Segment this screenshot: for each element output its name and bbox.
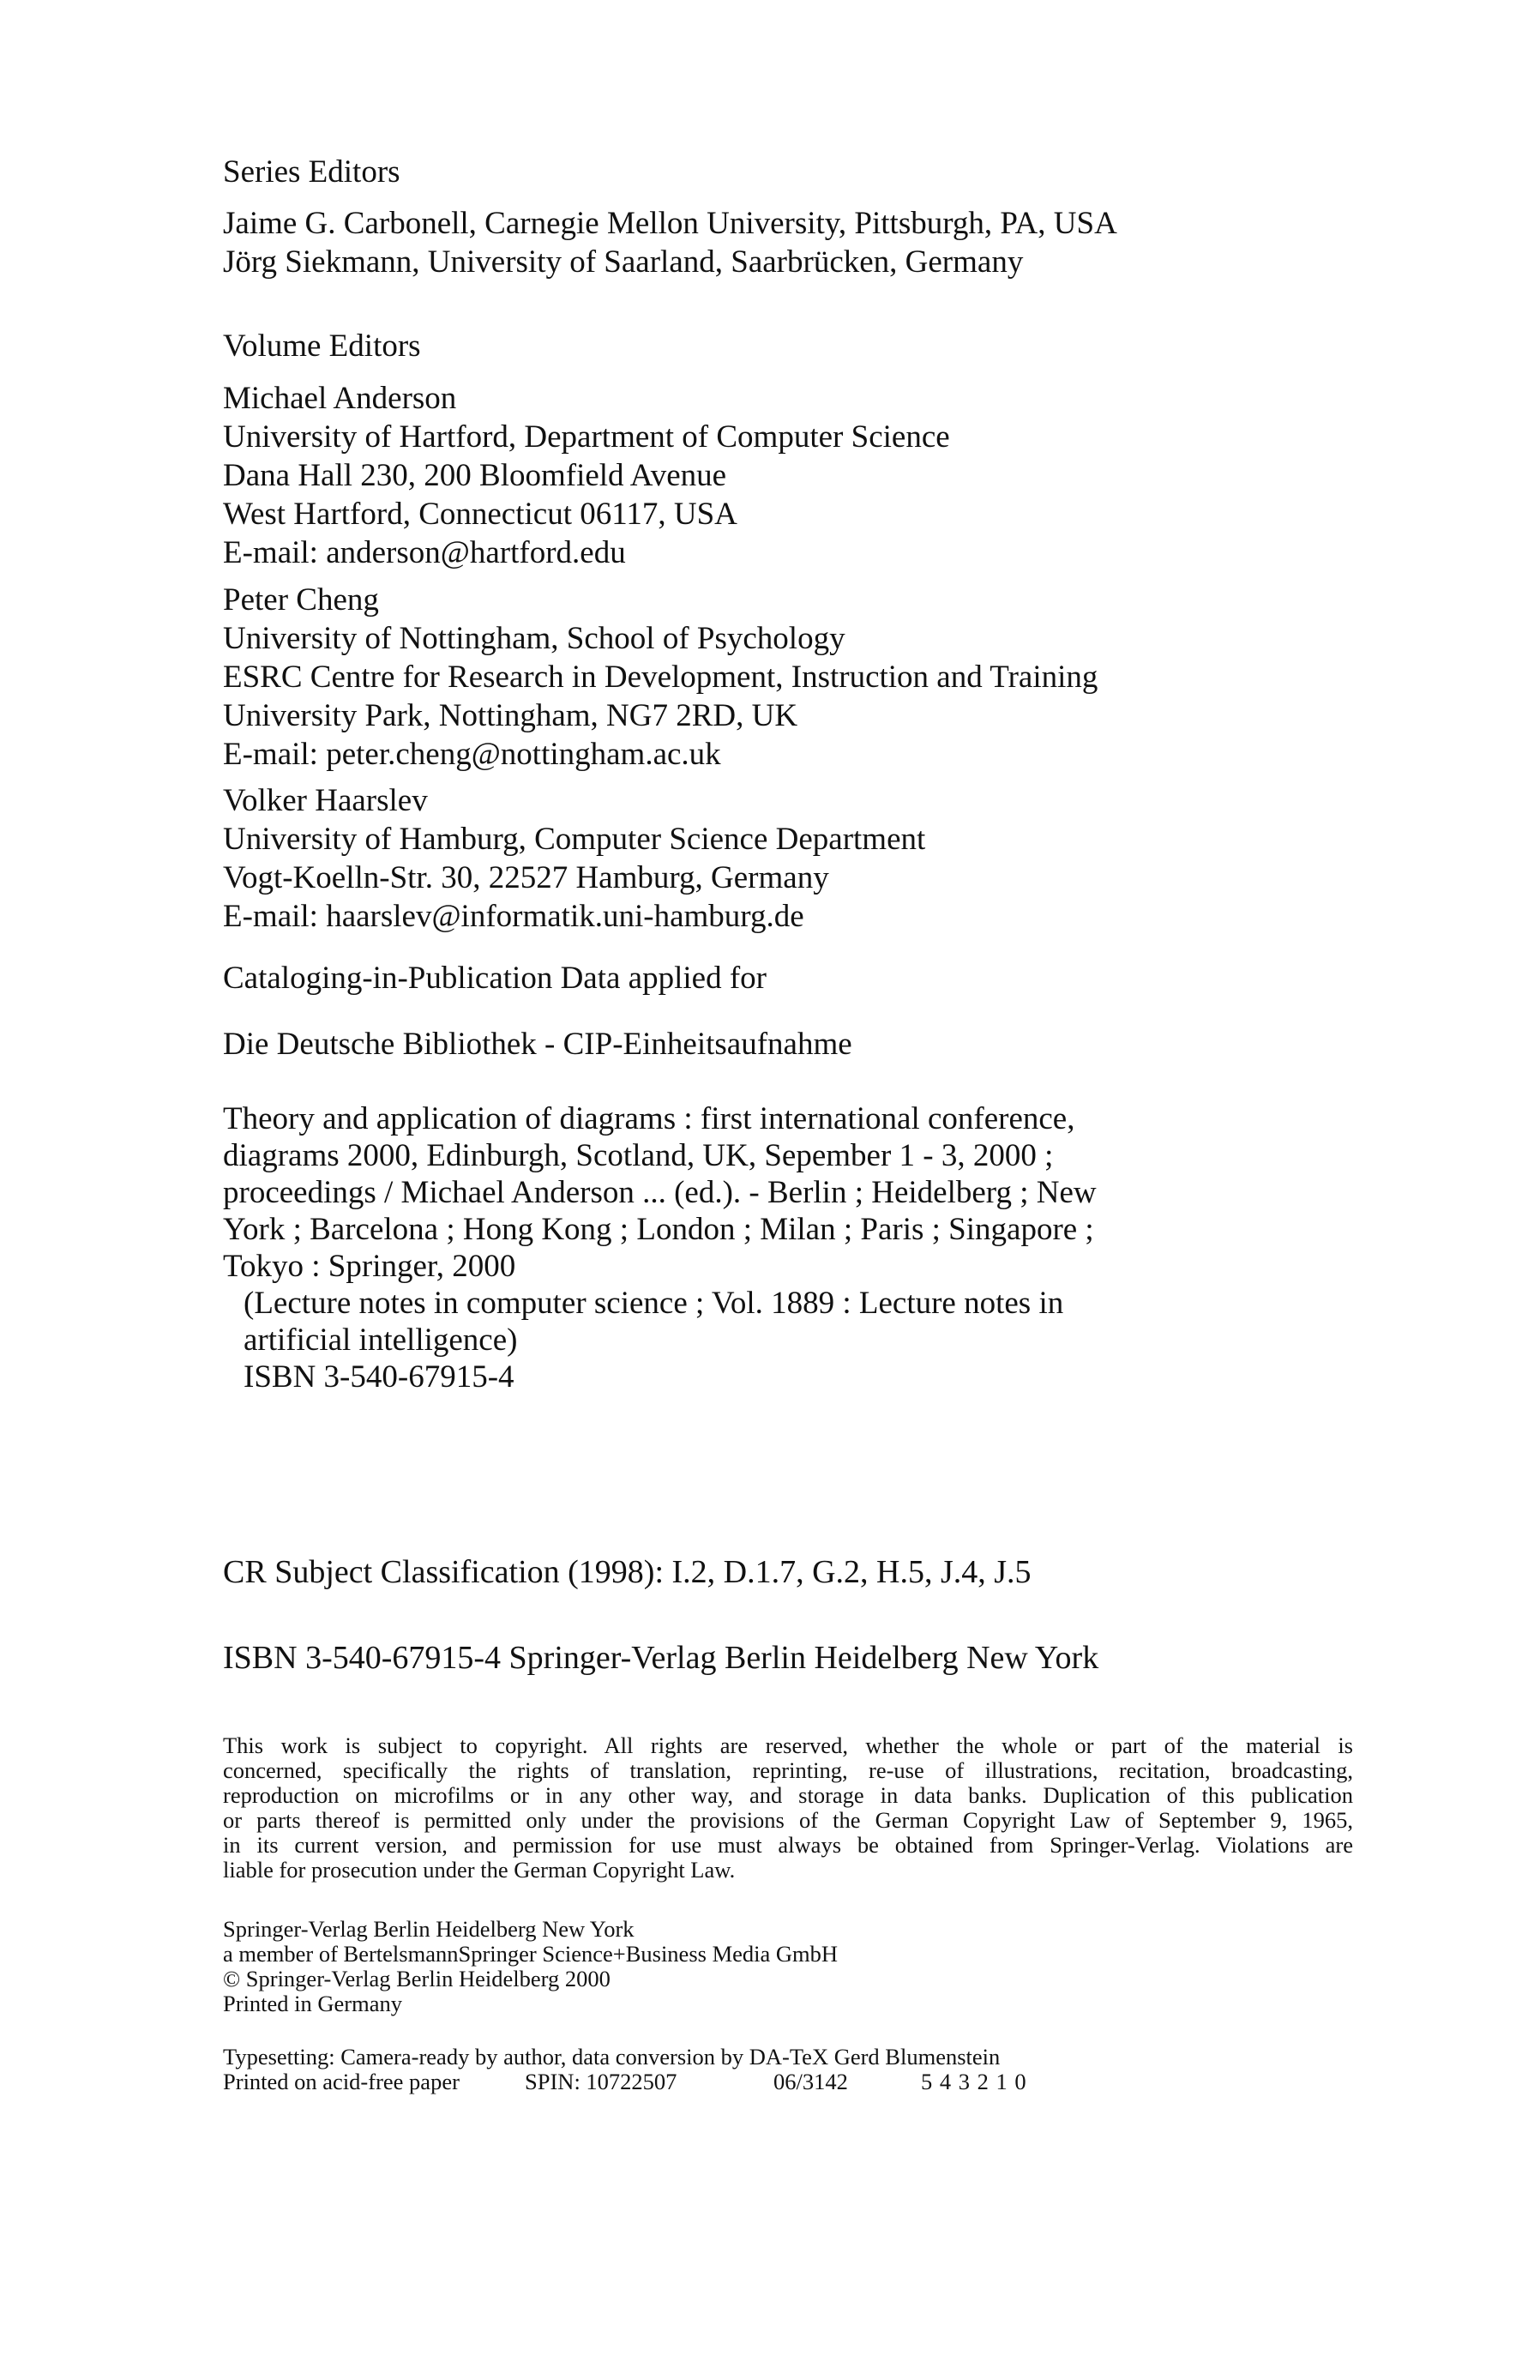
publisher-line: © Springer-Verlag Berlin Heidelberg 2000: [223, 1966, 611, 1991]
series-editors-list: [223, 204, 1363, 281]
copyright-line: in its current version, and permission for use must always be obtained from Springer-Verlag. Violations are: [223, 1832, 1353, 1858]
volume-editor-cheng: [223, 581, 1363, 774]
copyright-line: reproduction on microfilms or in any other way, and storage in data banks. Duplication of this publication: [223, 1782, 1353, 1808]
editor-email: E-mail: haarslev@informatik.uni-hamburg.de: [223, 899, 804, 934]
editor-address: Vogt-Koelln-Str. 30, 22527 Hamburg, Germany: [223, 860, 829, 895]
cip-line: Tokyo : Springer, 2000: [223, 1249, 516, 1284]
cr-classification: CR Subject Classification (1998): I.2, D.1.7, G.2, H.5, J.4, J.5: [223, 1554, 1032, 1590]
typesetting-line: Typesetting: Camera-ready by author, data conversion by DA-TeX Gerd Blumenstein: [223, 2044, 1001, 2070]
editor-affiliation: University of Hartford, Department of Computer Science: [223, 419, 950, 455]
editor-address: University Park, Nottingham, NG7 2RD, UK: [223, 698, 798, 733]
cip-line: Theory and application of diagrams : first international conference,: [223, 1101, 1075, 1136]
paper-note: Printed on acid-free paper: [223, 2069, 460, 2094]
volume-editor-anderson: [223, 379, 1363, 572]
spin-number: SPIN: 10722507: [525, 2069, 677, 2094]
publisher-line: a member of BertelsmannSpringer Science+Business Media GmbH: [223, 1941, 839, 1967]
production-block: [223, 2045, 1363, 2094]
cip-line: York ; Barcelona ; Hong Kong ; London ; Milan ; Paris ; Singapore ;: [223, 1212, 1094, 1247]
cip-line: proceedings / Michael Anderson ... (ed.). - Berlin ; Heidelberg ; New: [223, 1175, 1097, 1210]
printing-line: [223, 2070, 1363, 2094]
cataloging-note: [223, 959, 1363, 997]
editor-email: E-mail: peter.cheng@nottingham.ac.uk: [223, 737, 721, 772]
editor-name: Michael Anderson: [223, 381, 457, 416]
editor-address: Dana Hall 230, 200 Bloomfield Avenue: [223, 458, 727, 493]
editor-department: ESRC Centre for Research in Development, Instruction and Training: [223, 660, 1098, 695]
cip-heading-block: [223, 1026, 1363, 1063]
editor-affiliation: University of Hamburg, Computer Science Department: [223, 822, 926, 857]
isbn-line: ISBN 3-540-67915-4 Springer-Verlag Berlin Heidelberg New York: [223, 1640, 1099, 1676]
editor-affiliation: University of Nottingham, School of Psychology: [223, 621, 845, 656]
cip-series-line: artificial intelligence): [244, 1323, 518, 1358]
print-run: 5 4 3 2 1 0: [921, 2069, 1027, 2094]
print-code: 06/3142: [773, 2069, 848, 2094]
editor-address: West Hartford, Connecticut 06117, USA: [223, 497, 737, 532]
cataloging-text: Cataloging-in-Publication Data applied for: [223, 961, 767, 996]
publisher-line: Printed in Germany: [223, 1991, 403, 2016]
cip-isbn-line: ISBN 3-540-67915-4: [244, 1359, 514, 1395]
volume-editors-heading-block: [223, 327, 1363, 365]
copyright-line: or parts thereof is permitted only under the provisions of the German Copyright Law of September 9, 1965,: [223, 1807, 1353, 1833]
editor-email: E-mail: anderson@hartford.edu: [223, 535, 626, 570]
publisher-line: Springer-Verlag Berlin Heidelberg New York: [223, 1916, 635, 1942]
copyright-line: concerned, specifically the rights of translation, reprinting, re-use of illustrations, recitation, broadcasting,: [223, 1757, 1353, 1783]
series-editor-line: Jörg Siekmann, University of Saarland, Saarbrücken, Germany: [223, 244, 1024, 280]
cip-entry: [223, 1100, 1363, 1395]
copyright-line: This work is subject to copyright. All rights are reserved, whether the whole or part of the material is: [223, 1732, 1353, 1758]
editor-name: Peter Cheng: [223, 582, 379, 618]
volume-editor-haarslev: [223, 781, 1363, 936]
cip-line: diagrams 2000, Edinburgh, Scotland, UK, Sepember 1 - 3, 2000 ;: [223, 1138, 1054, 1173]
copyright-line: liable for prosecution under the German Copyright Law.: [223, 1857, 736, 1883]
cr-classification-block: [223, 1552, 1363, 1592]
isbn-block: [223, 1638, 1363, 1678]
series-editors-section: [223, 153, 1363, 191]
editor-name: Volker Haarslev: [223, 783, 428, 818]
cip-series-line: (Lecture notes in computer science ; Vol. 1889 : Lecture notes in: [244, 1286, 1064, 1321]
series-editor-line: Jaime G. Carbonell, Carnegie Mellon University, Pittsburgh, PA, USA: [223, 206, 1117, 241]
publisher-block: [223, 1917, 1363, 2016]
volume-editors-heading: Volume Editors: [223, 328, 421, 364]
copyright-notice: [223, 1733, 1353, 1883]
series-editors-heading: Series Editors: [223, 154, 400, 190]
cip-heading: Die Deutsche Bibliothek - CIP-Einheitsaufnahme: [223, 1027, 852, 1062]
